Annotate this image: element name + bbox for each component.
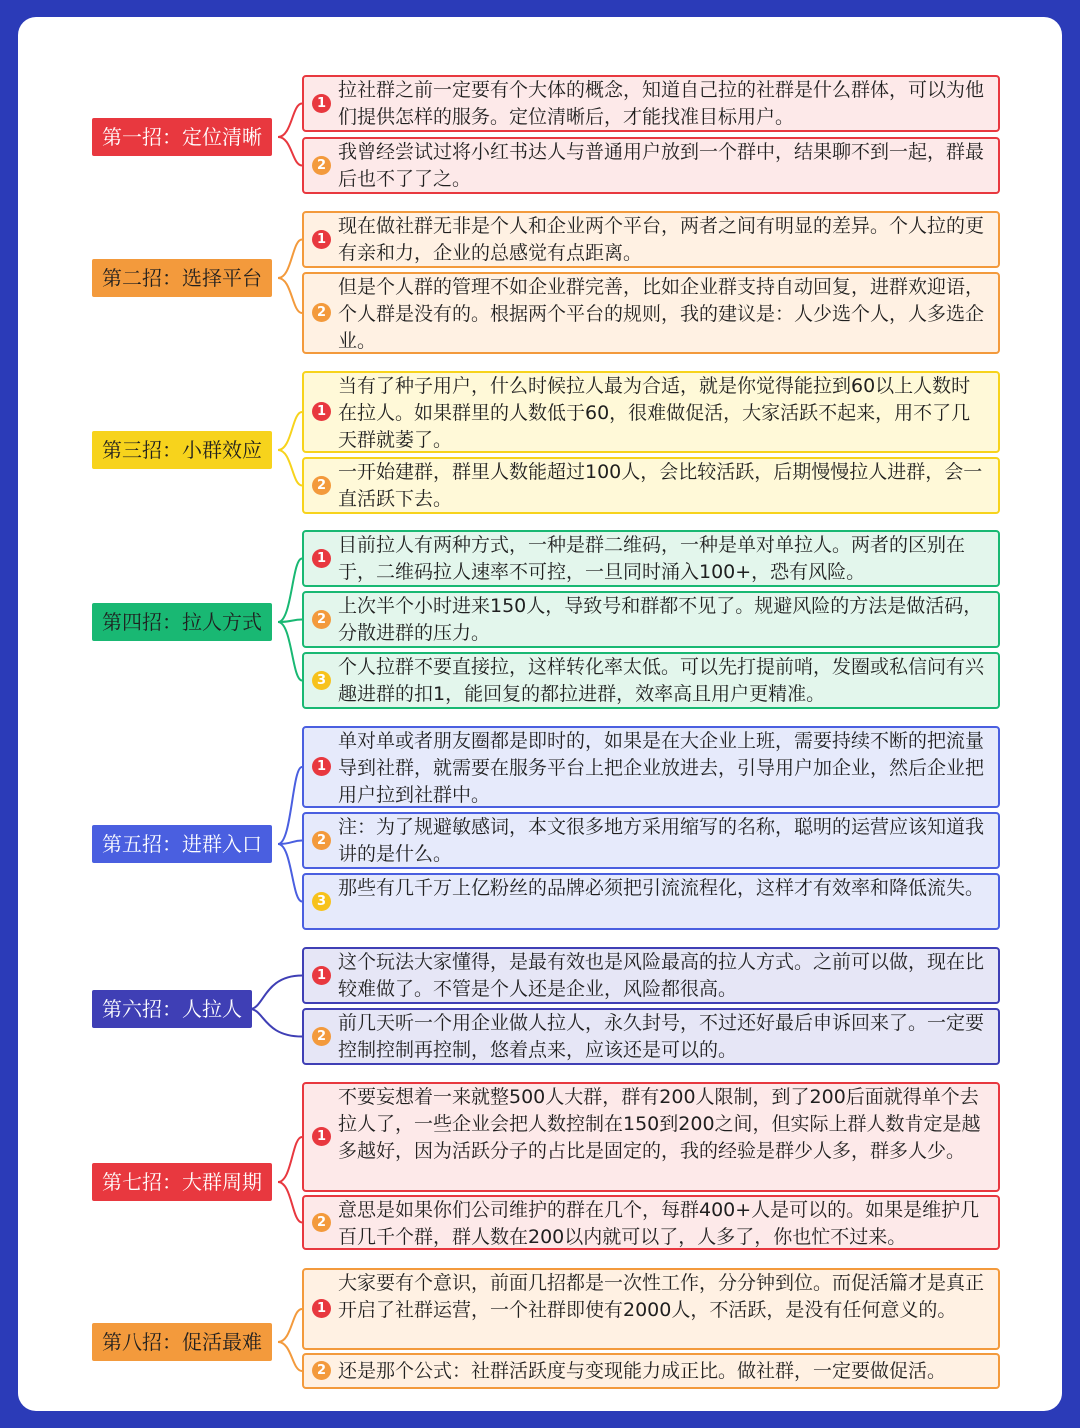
section-6-note-2	[302, 1008, 1000, 1065]
section-5-note-3	[302, 873, 1000, 930]
connector-line	[278, 767, 302, 844]
section-title-6: 第六招：人拉人	[92, 990, 252, 1028]
section-5-note-2	[302, 812, 1000, 869]
connector-line	[278, 622, 302, 681]
section-7-note-1	[302, 1082, 1000, 1192]
number-badge-icon: 2	[312, 156, 331, 175]
note-text: 我曾经尝试过将小红书达人与普通用户放到一个群中，结果聊不到一起，群最后也不了了之。	[338, 141, 985, 190]
note-text: 一开始建群，群里人数能超过100人，会比较活跃，后期慢慢拉人进群，会一直活跃下去。	[338, 461, 983, 510]
number-badge-icon: 2	[312, 831, 331, 850]
number-badge-icon: 1	[312, 1299, 331, 1318]
section-4-note-2	[302, 591, 1000, 648]
note-text: 拉社群之前一定要有个大体的概念，知道自己拉的社群是什么群体，可以为他们提供怎样的服务。定位清晰后，才能找准目标用户。	[338, 79, 985, 128]
number-badge-icon: 1	[312, 230, 331, 249]
note-text: 上次半个小时进来150人，导致号和群都不见了。规避风险的方法是做活码，分散进群的压力。	[338, 595, 983, 644]
section-3-note-1	[302, 371, 1000, 453]
note-text: 现在做社群无非是个人和企业两个平台，两者之间有明显的差异。个人拉的更有亲和力，企业的总感觉有点距离。	[338, 215, 985, 264]
number-badge-icon: 2	[312, 1213, 331, 1232]
note-text: 意思是如果你们公司维护的群在几个，每群400+人是可以的。如果是维护几百几千个群，群人数在200以内就可以了，人多了，你也忙不过来。	[338, 1199, 980, 1248]
number-badge-icon: 2	[312, 303, 331, 322]
number-badge-icon: 2	[312, 1361, 331, 1380]
note-text: 大家要有个意识，前面几招都是一次性工作，分分钟到位。而促活篇才是真正开启了社群运营，一个社群即使有2000人，不活跃，是没有任何意义的。	[338, 1272, 985, 1321]
connector-line	[278, 1182, 302, 1223]
section-5-note-1	[302, 726, 1000, 808]
note-text: 目前拉人有两种方式，一种是群二维码，一种是单对单拉人。两者的区别在于，二维码拉人速率不可控，一旦同时涌入100+，恐有风险。	[338, 534, 966, 583]
section-8-note-2	[302, 1353, 1000, 1389]
connector-line	[250, 1009, 302, 1037]
section-title-8: 第八招：促活最难	[92, 1323, 272, 1361]
connector-line	[278, 1309, 302, 1342]
number-badge-icon: 1	[312, 966, 331, 985]
section-7-note-2	[302, 1195, 1000, 1250]
section-title-5: 第五招：进群入口	[92, 825, 272, 863]
connector-line	[278, 559, 302, 623]
section-1-note-2	[302, 137, 1000, 194]
section-1-note-1	[302, 75, 1000, 132]
connector-line	[278, 137, 302, 166]
section-2-note-1	[302, 211, 1000, 268]
section-2-note-2	[302, 272, 1000, 354]
number-badge-icon: 1	[312, 402, 331, 421]
number-badge-icon: 3	[312, 671, 331, 690]
section-title-3: 第三招：小群效应	[92, 431, 272, 469]
note-text: 当有了种子用户，什么时候拉人最为合适，就是你觉得能拉到60以上人数时在拉人。如果群里的人数低于60，很难做促活，大家活跃不起来，用不了几天群就萎了。	[338, 375, 971, 451]
section-3-note-2	[302, 457, 1000, 514]
section-title-2: 第二招：选择平台	[92, 259, 272, 297]
connector-line	[278, 240, 302, 279]
note-text: 前几天听一个用企业做人拉人，永久封号，不过还好最后申诉回来了。一定要控制控制再控制，悠着点来，应该还是可以的。	[338, 1012, 985, 1061]
connector-line	[278, 278, 302, 313]
connector-line	[278, 104, 302, 138]
number-badge-icon: 1	[312, 757, 331, 776]
section-6-note-1	[302, 947, 1000, 1004]
number-badge-icon: 1	[312, 549, 331, 568]
number-badge-icon: 2	[312, 476, 331, 495]
section-title-7: 第七招：大群周期	[92, 1163, 272, 1201]
note-text: 个人拉群不要直接拉，这样转化率太低。可以先打提前哨，发圈或私信问有兴趣进群的扣1，能回复的都拉进群，效率高且用户更精准。	[338, 656, 985, 705]
number-badge-icon: 3	[312, 892, 331, 911]
connector-line	[250, 976, 302, 1010]
note-text: 但是个人群的管理不如企业群完善，比如企业群支持自动回复，进群欢迎语，个人群是没有的。根据两个平台的规则，我的建议是：人少选个人，人多选企业。	[338, 276, 985, 352]
connector-line	[278, 844, 302, 902]
note-text: 那些有几千万上亿粉丝的品牌必须把引流流程化，这样才有效率和降低流失。	[338, 877, 985, 899]
note-text: 不要妄想着一来就整500人大群，群有200人限制，到了200后面就得单个去拉人了，一些企业会把人数控制在150到200之间，但实际上群人数肯定是越多越好，因为活跃分子的占比是固定的，我的经验是群少人多，群多人少。	[338, 1086, 981, 1162]
note-text: 单对单或者朋友圈都是即时的，如果是在大企业上班，需要持续不断的把流量导到社群，就需要在服务平台上把企业放进去，引导用户加企业，然后企业把用户拉到社群中。	[338, 730, 985, 806]
section-title-1: 第一招：定位清晰	[92, 118, 272, 156]
note-text: 这个玩法大家懂得，是最有效也是风险最高的拉人方式。之前可以做，现在比较难做了。不管是个人还是企业，风险都很高。	[338, 951, 985, 1000]
note-text: 还是那个公式：社群活跃度与变现能力成正比。做社群，一定要做促活。	[338, 1360, 947, 1382]
section-8-note-1	[302, 1268, 1000, 1350]
number-badge-icon: 2	[312, 1027, 331, 1046]
connector-line	[278, 1137, 302, 1182]
section-4-note-3	[302, 652, 1000, 709]
number-badge-icon: 2	[312, 610, 331, 629]
section-title-4: 第四招：拉人方式	[92, 603, 272, 641]
number-badge-icon: 1	[312, 1127, 331, 1146]
connector-line	[278, 1342, 302, 1371]
note-text: 注：为了规避敏感词，本文很多地方采用缩写的名称，聪明的运营应该知道我讲的是什么。	[338, 816, 985, 865]
connector-line	[278, 412, 302, 450]
section-4-note-1	[302, 530, 1000, 587]
connector-line	[278, 450, 302, 486]
number-badge-icon: 1	[312, 94, 331, 113]
